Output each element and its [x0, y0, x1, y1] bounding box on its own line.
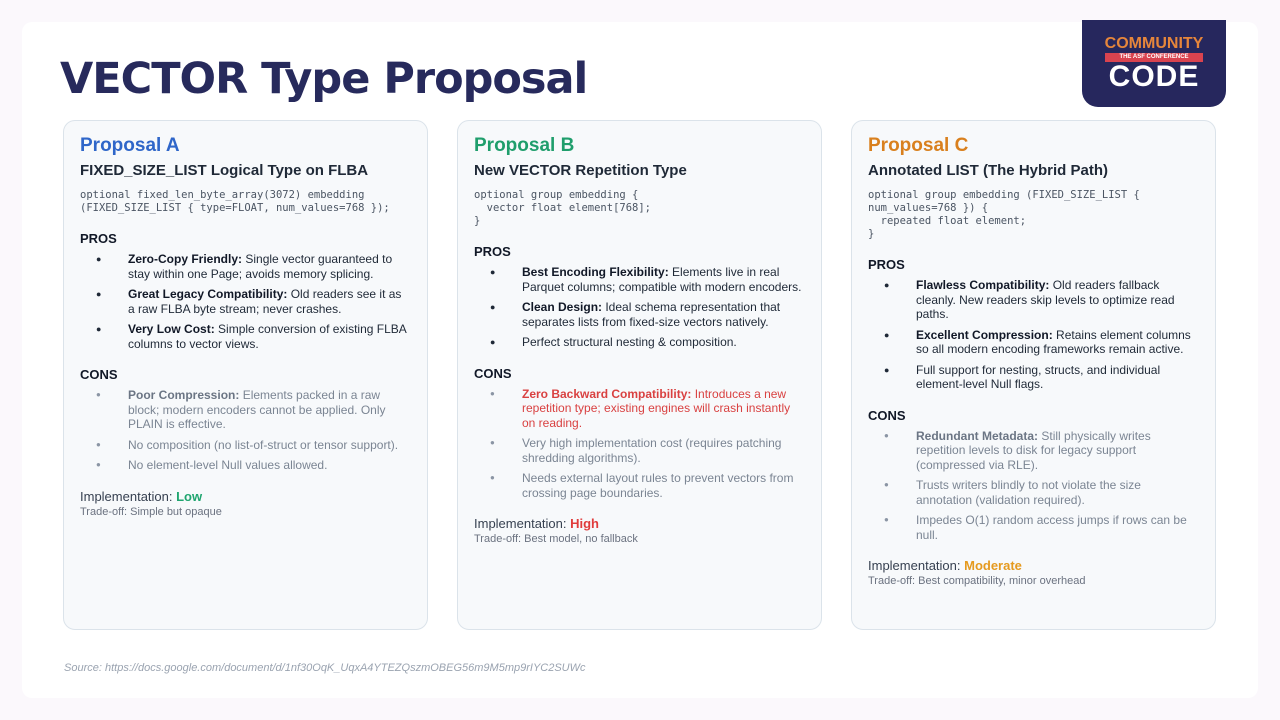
- pros-heading: PROS: [474, 244, 511, 259]
- cons-list: [474, 387, 805, 501]
- proposal-name: Proposal B: [474, 135, 575, 156]
- logo-line-community: COMMUNITY: [1104, 35, 1204, 52]
- pros-heading: PROS: [868, 257, 905, 272]
- pros-item: ● Excellent Compression: Retains element columns so all modern encoding frameworks remain active.: [868, 328, 1199, 357]
- pros-item: ● Best Encoding Flexibility: Elements live in real Parquet columns; compatible with modern encoders.: [474, 265, 805, 294]
- proposal-name: Proposal A: [80, 135, 180, 156]
- cons-item: ● Needs external layout rules to prevent vectors from crossing page boundaries.: [474, 471, 805, 500]
- implementation-level: Moderate: [964, 558, 1022, 573]
- implementation-line: Implementation: Moderate: [868, 558, 1022, 573]
- cons-heading: CONS: [474, 365, 512, 381]
- pros-item: ● Flawless Compatibility: Old readers fallback cleanly. New readers skip levels to optimize read paths.: [868, 278, 1199, 322]
- pros-item: ● Clean Design: Ideal schema representation that separates lists from fixed-size vectors natively.: [474, 300, 805, 329]
- cons-item: ● Trusts writers blindly to not violate the size annotation (validation required).: [868, 478, 1199, 507]
- implementation-line: Implementation: High: [474, 516, 599, 531]
- cons-list: [868, 429, 1199, 543]
- logo-line-asf: THE ASF CONFERENCE: [1105, 53, 1203, 62]
- proposal-subtitle: FIXED_SIZE_LIST Logical Type on FLBA: [80, 162, 369, 179]
- pros-item: ● Full support for nesting, structs, and individual element-level Null flags.: [868, 363, 1199, 392]
- pros-item: ● Great Legacy Compatibility: Old readers see it as a raw FLBA byte stream; never crashes.: [80, 287, 411, 316]
- proposal-card-b: [457, 120, 822, 630]
- pros-item: ● Perfect structural nesting & composition.: [474, 335, 805, 350]
- cons-item: ● Zero Backward Compatibility: Introduces a new repetition type; existing engines will crash instantly on reading.: [474, 387, 805, 431]
- community-code-logo: [1082, 20, 1226, 107]
- cons-item: ● Poor Compression: Elements packed in a raw block; modern encoders cannot be applied. Only PLAIN is effective.: [80, 388, 411, 432]
- cons-heading: CONS: [80, 367, 118, 382]
- schema-code: optional group embedding { vector float element[768]; }: [474, 189, 652, 227]
- implementation-line: Implementation: Low: [80, 488, 203, 504]
- implementation-level: High: [570, 516, 599, 531]
- schema-code: optional group embedding (FIXED_SIZE_LIST { num_values=768 }) { repeated float element; }: [868, 189, 1140, 240]
- pros-heading: PROS: [80, 231, 117, 246]
- schema-code: optional fixed_len_byte_array(3072) embedding (FIXED_SIZE_LIST { type=FLOAT, num_values=768 });: [80, 189, 390, 214]
- proposal-name: Proposal C: [868, 135, 969, 156]
- cons-item: ● Redundant Metadata: Still physically writes repetition levels to disk for legacy support (compressed via RLE).: [868, 429, 1199, 473]
- proposal-card-c: [851, 120, 1216, 630]
- cons-heading: CONS: [868, 407, 906, 423]
- proposal-card-a: [63, 120, 428, 630]
- logo-line-code: CODE: [1108, 60, 1200, 93]
- cons-item: ● No element-level Null values allowed.: [80, 458, 411, 473]
- cons-item: ● No composition (no list-of-struct or tensor support).: [80, 438, 411, 453]
- proposal-subtitle: New VECTOR Repetition Type: [474, 162, 687, 179]
- pros-item: ● Zero-Copy Friendly: Single vector guaranteed to stay within one Page; avoids memory splicing.: [80, 252, 411, 281]
- cons-item: ● Very high implementation cost (requires patching shredding algorithms).: [474, 436, 805, 465]
- source-footnote: Source: https://docs.google.com/document/d/1nf30OqK_UqxA4YTEZQszmOBEG56m9M5mp9rIYC2SUWc: [64, 662, 586, 674]
- tradeoff-text: Trade-off: Best model, no fallback: [474, 533, 638, 545]
- cons-item: ● Impedes O(1) random access jumps if rows can be null.: [868, 513, 1199, 542]
- tradeoff-text: Trade-off: Simple but opaque: [80, 505, 222, 518]
- pros-list: [80, 252, 411, 351]
- proposal-subtitle: Annotated LIST (The Hybrid Path): [868, 162, 1108, 179]
- implementation-level: Low: [176, 488, 203, 504]
- tradeoff-text: Trade-off: Best compatibility, minor overhead: [868, 575, 1086, 587]
- pros-list: [868, 278, 1199, 392]
- page-title: VECTOR Type Proposal: [60, 54, 588, 104]
- pros-item: ● Very Low Cost: Simple conversion of existing FLBA columns to vector views.: [80, 322, 411, 351]
- pros-list: [474, 265, 805, 350]
- cons-list: [80, 388, 411, 473]
